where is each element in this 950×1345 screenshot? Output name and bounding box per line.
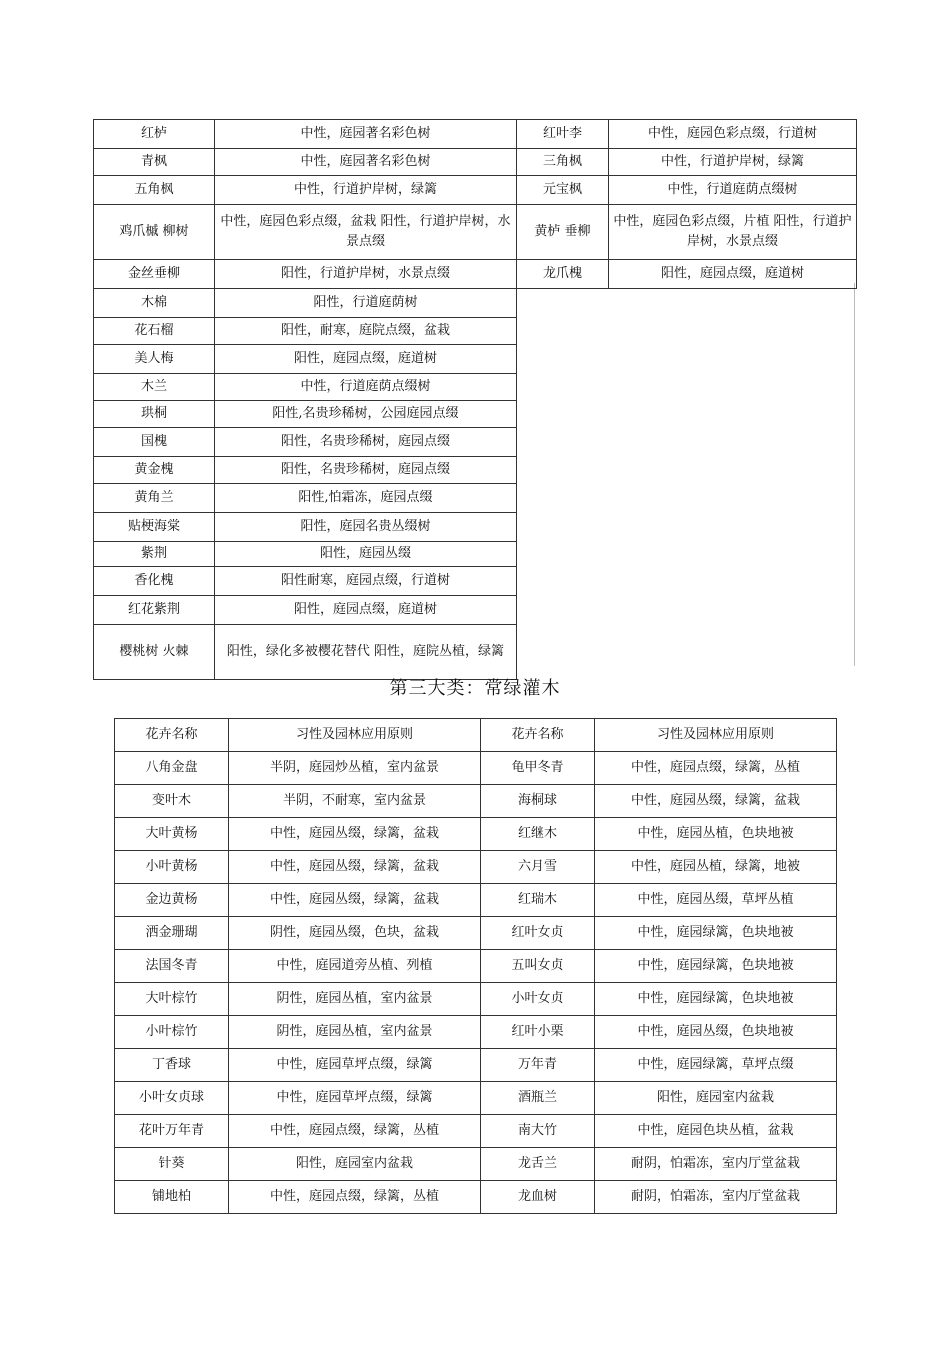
table-row — [94, 457, 857, 484]
deciduous-tree-table — [93, 119, 857, 680]
deciduous-tree-table-body — [94, 120, 857, 680]
plant-description-cell: 阳性，庭园点缀，庭道树 — [215, 596, 517, 625]
plant-name-cell: 六月雪 — [481, 851, 595, 884]
header-cell: 习性及园林应用原则 — [595, 719, 837, 752]
plant-description-cell: 耐阴，怕霜冻，室内厅堂盆栽 — [595, 1181, 837, 1214]
table-row — [115, 884, 837, 917]
plant-description-cell: 阳性，行道庭荫树 — [215, 289, 517, 318]
plant-name-cell: 花石榴 — [94, 318, 215, 345]
empty-cell — [517, 374, 857, 401]
plant-description-cell: 阳性，庭园室内盆栽 — [229, 1148, 481, 1181]
table-row — [115, 1148, 837, 1181]
empty-cell — [517, 484, 857, 513]
plant-name-cell: 八角金盘 — [115, 752, 229, 785]
plant-name-cell: 龙舌兰 — [481, 1148, 595, 1181]
plant-description-cell: 中性，庭园草坪点缀，绿篱 — [229, 1082, 481, 1115]
plant-name-cell: 五角枫 — [94, 176, 215, 205]
table-header-row — [115, 719, 837, 752]
plant-description-cell: 阳性,名贵珍稀树，公园庭园点缀 — [215, 401, 517, 428]
plant-name-cell: 樱桃树 火棘 — [94, 625, 215, 680]
plant-description-cell: 中性，庭园丛缀，色块地被 — [595, 1016, 837, 1049]
plant-name-cell: 红叶李 — [517, 120, 609, 149]
table-row — [115, 818, 837, 851]
plant-description-cell: 阳性，庭园名贵丛缀树 — [215, 513, 517, 542]
table-row — [94, 401, 857, 428]
plant-description-cell: 中性，庭园丛缀，绿篱，盆栽 — [595, 785, 837, 818]
empty-cell — [517, 428, 857, 457]
plant-description-cell: 阳性耐寒，庭园点缀，行道树 — [215, 567, 517, 596]
plant-description-cell: 中性，庭园点缀，绿篱，丛植 — [229, 1181, 481, 1214]
empty-cell — [517, 289, 857, 318]
table-row — [115, 1115, 837, 1148]
plant-description-cell: 中性，行道护岸树，绿篱 — [215, 176, 517, 205]
plant-description-cell: 阴性，庭园丛植，室内盆景 — [229, 1016, 481, 1049]
plant-description-cell: 中性，行道庭荫点缀树 — [215, 374, 517, 401]
plant-description-cell: 中性，庭园丛植，色块地被 — [595, 818, 837, 851]
header-cell: 习性及园林应用原则 — [229, 719, 481, 752]
plant-name-cell: 五叫女贞 — [481, 950, 595, 983]
plant-name-cell: 红花紫荆 — [94, 596, 215, 625]
plant-name-cell: 黄角兰 — [94, 484, 215, 513]
plant-name-cell: 红叶小栗 — [481, 1016, 595, 1049]
plant-description-cell: 中性，行道庭荫点缀树 — [609, 176, 857, 205]
plant-name-cell: 木兰 — [94, 374, 215, 401]
plant-name-cell: 洒金珊瑚 — [115, 917, 229, 950]
plant-name-cell: 贴梗海棠 — [94, 513, 215, 542]
table-row — [94, 596, 857, 625]
plant-name-cell: 小叶女贞 — [481, 983, 595, 1016]
plant-name-cell: 丁香球 — [115, 1049, 229, 1082]
table-row — [94, 318, 857, 345]
plant-description-cell: 中性，庭园色彩点缀，片植 阳性，行道护岸树，水景点缀 — [609, 205, 857, 260]
table-row — [115, 851, 837, 884]
plant-name-cell: 变叶木 — [115, 785, 229, 818]
plant-description-cell: 阳性，名贵珍稀树，庭园点缀 — [215, 457, 517, 484]
plant-description-cell: 中性，庭园绿篱，草坪点缀 — [595, 1049, 837, 1082]
plant-name-cell: 龙血树 — [481, 1181, 595, 1214]
table-row — [94, 484, 857, 513]
empty-cell — [517, 567, 857, 596]
plant-description-cell: 中性，庭园色彩点缀，盆栽 阳性，行道护岸树，水景点缀 — [215, 205, 517, 260]
table-row — [94, 260, 857, 289]
table-row — [94, 176, 857, 205]
header-cell: 花卉名称 — [115, 719, 229, 752]
plant-name-cell: 国槐 — [94, 428, 215, 457]
plant-name-cell: 金丝垂柳 — [94, 260, 215, 289]
plant-description-cell: 中性，庭园点缀，绿篱，丛植 — [229, 1115, 481, 1148]
plant-name-cell: 三角枫 — [517, 149, 609, 176]
plant-description-cell: 阴性，庭园丛缀，色块，盆栽 — [229, 917, 481, 950]
table-row — [115, 1049, 837, 1082]
plant-name-cell: 紫荆 — [94, 542, 215, 567]
plant-name-cell: 木棉 — [94, 289, 215, 318]
plant-name-cell: 花叶万年青 — [115, 1115, 229, 1148]
empty-cell — [517, 542, 857, 567]
table-row — [94, 289, 857, 318]
plant-description-cell: 阳性，庭园点缀，庭道树 — [215, 345, 517, 374]
plant-description-cell: 阳性，庭园室内盆栽 — [595, 1082, 837, 1115]
table-row — [94, 513, 857, 542]
empty-cell — [517, 318, 857, 345]
plant-name-cell: 小叶黄杨 — [115, 851, 229, 884]
plant-description-cell: 阳性，庭园丛缀 — [215, 542, 517, 567]
plant-description-cell: 阳性,怕霜冻，庭园点缀 — [215, 484, 517, 513]
empty-cell — [517, 345, 857, 374]
plant-description-cell: 阴性，庭园丛植，室内盆景 — [229, 983, 481, 1016]
table-row — [115, 752, 837, 785]
table-row — [115, 1016, 837, 1049]
plant-description-cell: 中性，庭园著名彩色树 — [215, 120, 517, 149]
plant-name-cell: 红栌 — [94, 120, 215, 149]
plant-description-cell: 中性，庭园丛缀，草坪丛植 — [595, 884, 837, 917]
plant-description-cell: 中性，庭园绿篱，色块地被 — [595, 950, 837, 983]
table-row — [94, 120, 857, 149]
plant-description-cell: 中性，庭园绿篱，色块地被 — [595, 983, 837, 1016]
plant-name-cell: 龙爪槐 — [517, 260, 609, 289]
plant-description-cell: 阳性，行道护岸树，水景点缀 — [215, 260, 517, 289]
plant-name-cell: 珙桐 — [94, 401, 215, 428]
plant-name-cell: 小叶女贞球 — [115, 1082, 229, 1115]
plant-description-cell: 阳性，耐寒，庭院点缀，盆栽 — [215, 318, 517, 345]
plant-description-cell: 中性，庭园色彩点缀，行道树 — [609, 120, 857, 149]
table-row — [94, 567, 857, 596]
empty-cell — [517, 457, 857, 484]
plant-description-cell: 中性，庭园绿篱，色块地被 — [595, 917, 837, 950]
plant-description-cell: 中性，庭园丛缀，绿篱，盆栽 — [229, 851, 481, 884]
empty-cell — [517, 625, 857, 680]
plant-name-cell: 针葵 — [115, 1148, 229, 1181]
plant-name-cell: 红瑞木 — [481, 884, 595, 917]
plant-description-cell: 中性，庭园道旁丛植、列植 — [229, 950, 481, 983]
table-row — [115, 950, 837, 983]
table-row — [115, 1181, 837, 1214]
plant-name-cell: 万年青 — [481, 1049, 595, 1082]
plant-description-cell: 中性，行道护岸树，绿篱 — [609, 149, 857, 176]
plant-description-cell: 中性，庭园丛缀，绿篱，盆栽 — [229, 818, 481, 851]
plant-description-cell: 半阴，庭园炒丛植，室内盆景 — [229, 752, 481, 785]
plant-description-cell: 中性，庭园草坪点缀，绿篱 — [229, 1049, 481, 1082]
plant-name-cell: 香化槐 — [94, 567, 215, 596]
table-row — [94, 374, 857, 401]
plant-name-cell: 大叶棕竹 — [115, 983, 229, 1016]
header-cell: 花卉名称 — [481, 719, 595, 752]
plant-name-cell: 元宝枫 — [517, 176, 609, 205]
section-heading: 第三大类：常绿灌木 — [389, 678, 561, 699]
plant-name-cell: 法国冬青 — [115, 950, 229, 983]
plant-name-cell: 红继木 — [481, 818, 595, 851]
plant-name-cell: 龟甲冬青 — [481, 752, 595, 785]
table-row — [115, 917, 837, 950]
empty-cell — [517, 401, 857, 428]
plant-name-cell: 大叶黄杨 — [115, 818, 229, 851]
plant-name-cell: 黄金槐 — [94, 457, 215, 484]
table-row — [94, 428, 857, 457]
table-row — [94, 625, 857, 680]
empty-cell — [517, 513, 857, 542]
plant-name-cell: 美人梅 — [94, 345, 215, 374]
evergreen-shrub-table — [114, 718, 837, 1214]
plant-description-cell: 中性，庭园色块丛植，盆栽 — [595, 1115, 837, 1148]
table-row — [94, 149, 857, 176]
table-row — [94, 205, 857, 260]
plant-description-cell: 半阴，不耐寒，室内盆景 — [229, 785, 481, 818]
plant-description-cell: 阳性，名贵珍稀树，庭园点缀 — [215, 428, 517, 457]
plant-name-cell: 小叶棕竹 — [115, 1016, 229, 1049]
plant-name-cell: 南大竹 — [481, 1115, 595, 1148]
plant-description-cell: 中性，庭园丛植，绿篱，地被 — [595, 851, 837, 884]
plant-name-cell: 金边黄杨 — [115, 884, 229, 917]
plant-name-cell: 鸡爪槭 柳树 — [94, 205, 215, 260]
plant-description-cell: 耐阴，怕霜冻，室内厅堂盆栽 — [595, 1148, 837, 1181]
table-row — [94, 542, 857, 567]
table-row — [115, 983, 837, 1016]
plant-description-cell: 中性，庭园丛缀，绿篱，盆栽 — [229, 884, 481, 917]
empty-cell — [517, 596, 857, 625]
plant-description-cell: 阳性，庭园点缀，庭道树 — [609, 260, 857, 289]
plant-description-cell: 中性，庭园点缀，绿篱，丛植 — [595, 752, 837, 785]
table-row — [94, 345, 857, 374]
plant-name-cell: 海桐球 — [481, 785, 595, 818]
plant-description-cell: 中性，庭园著名彩色树 — [215, 149, 517, 176]
plant-name-cell: 酒瓶兰 — [481, 1082, 595, 1115]
plant-name-cell: 青枫 — [94, 149, 215, 176]
plant-description-cell: 阳性，绿化多被樱花替代 阳性，庭院丛植，绿篱 — [215, 625, 517, 680]
plant-name-cell: 铺地柏 — [115, 1181, 229, 1214]
table-row — [115, 785, 837, 818]
plant-name-cell: 黄栌 垂柳 — [517, 205, 609, 260]
plant-name-cell: 红叶女贞 — [481, 917, 595, 950]
table-row — [115, 1082, 837, 1115]
evergreen-shrub-table-body — [115, 752, 837, 1214]
